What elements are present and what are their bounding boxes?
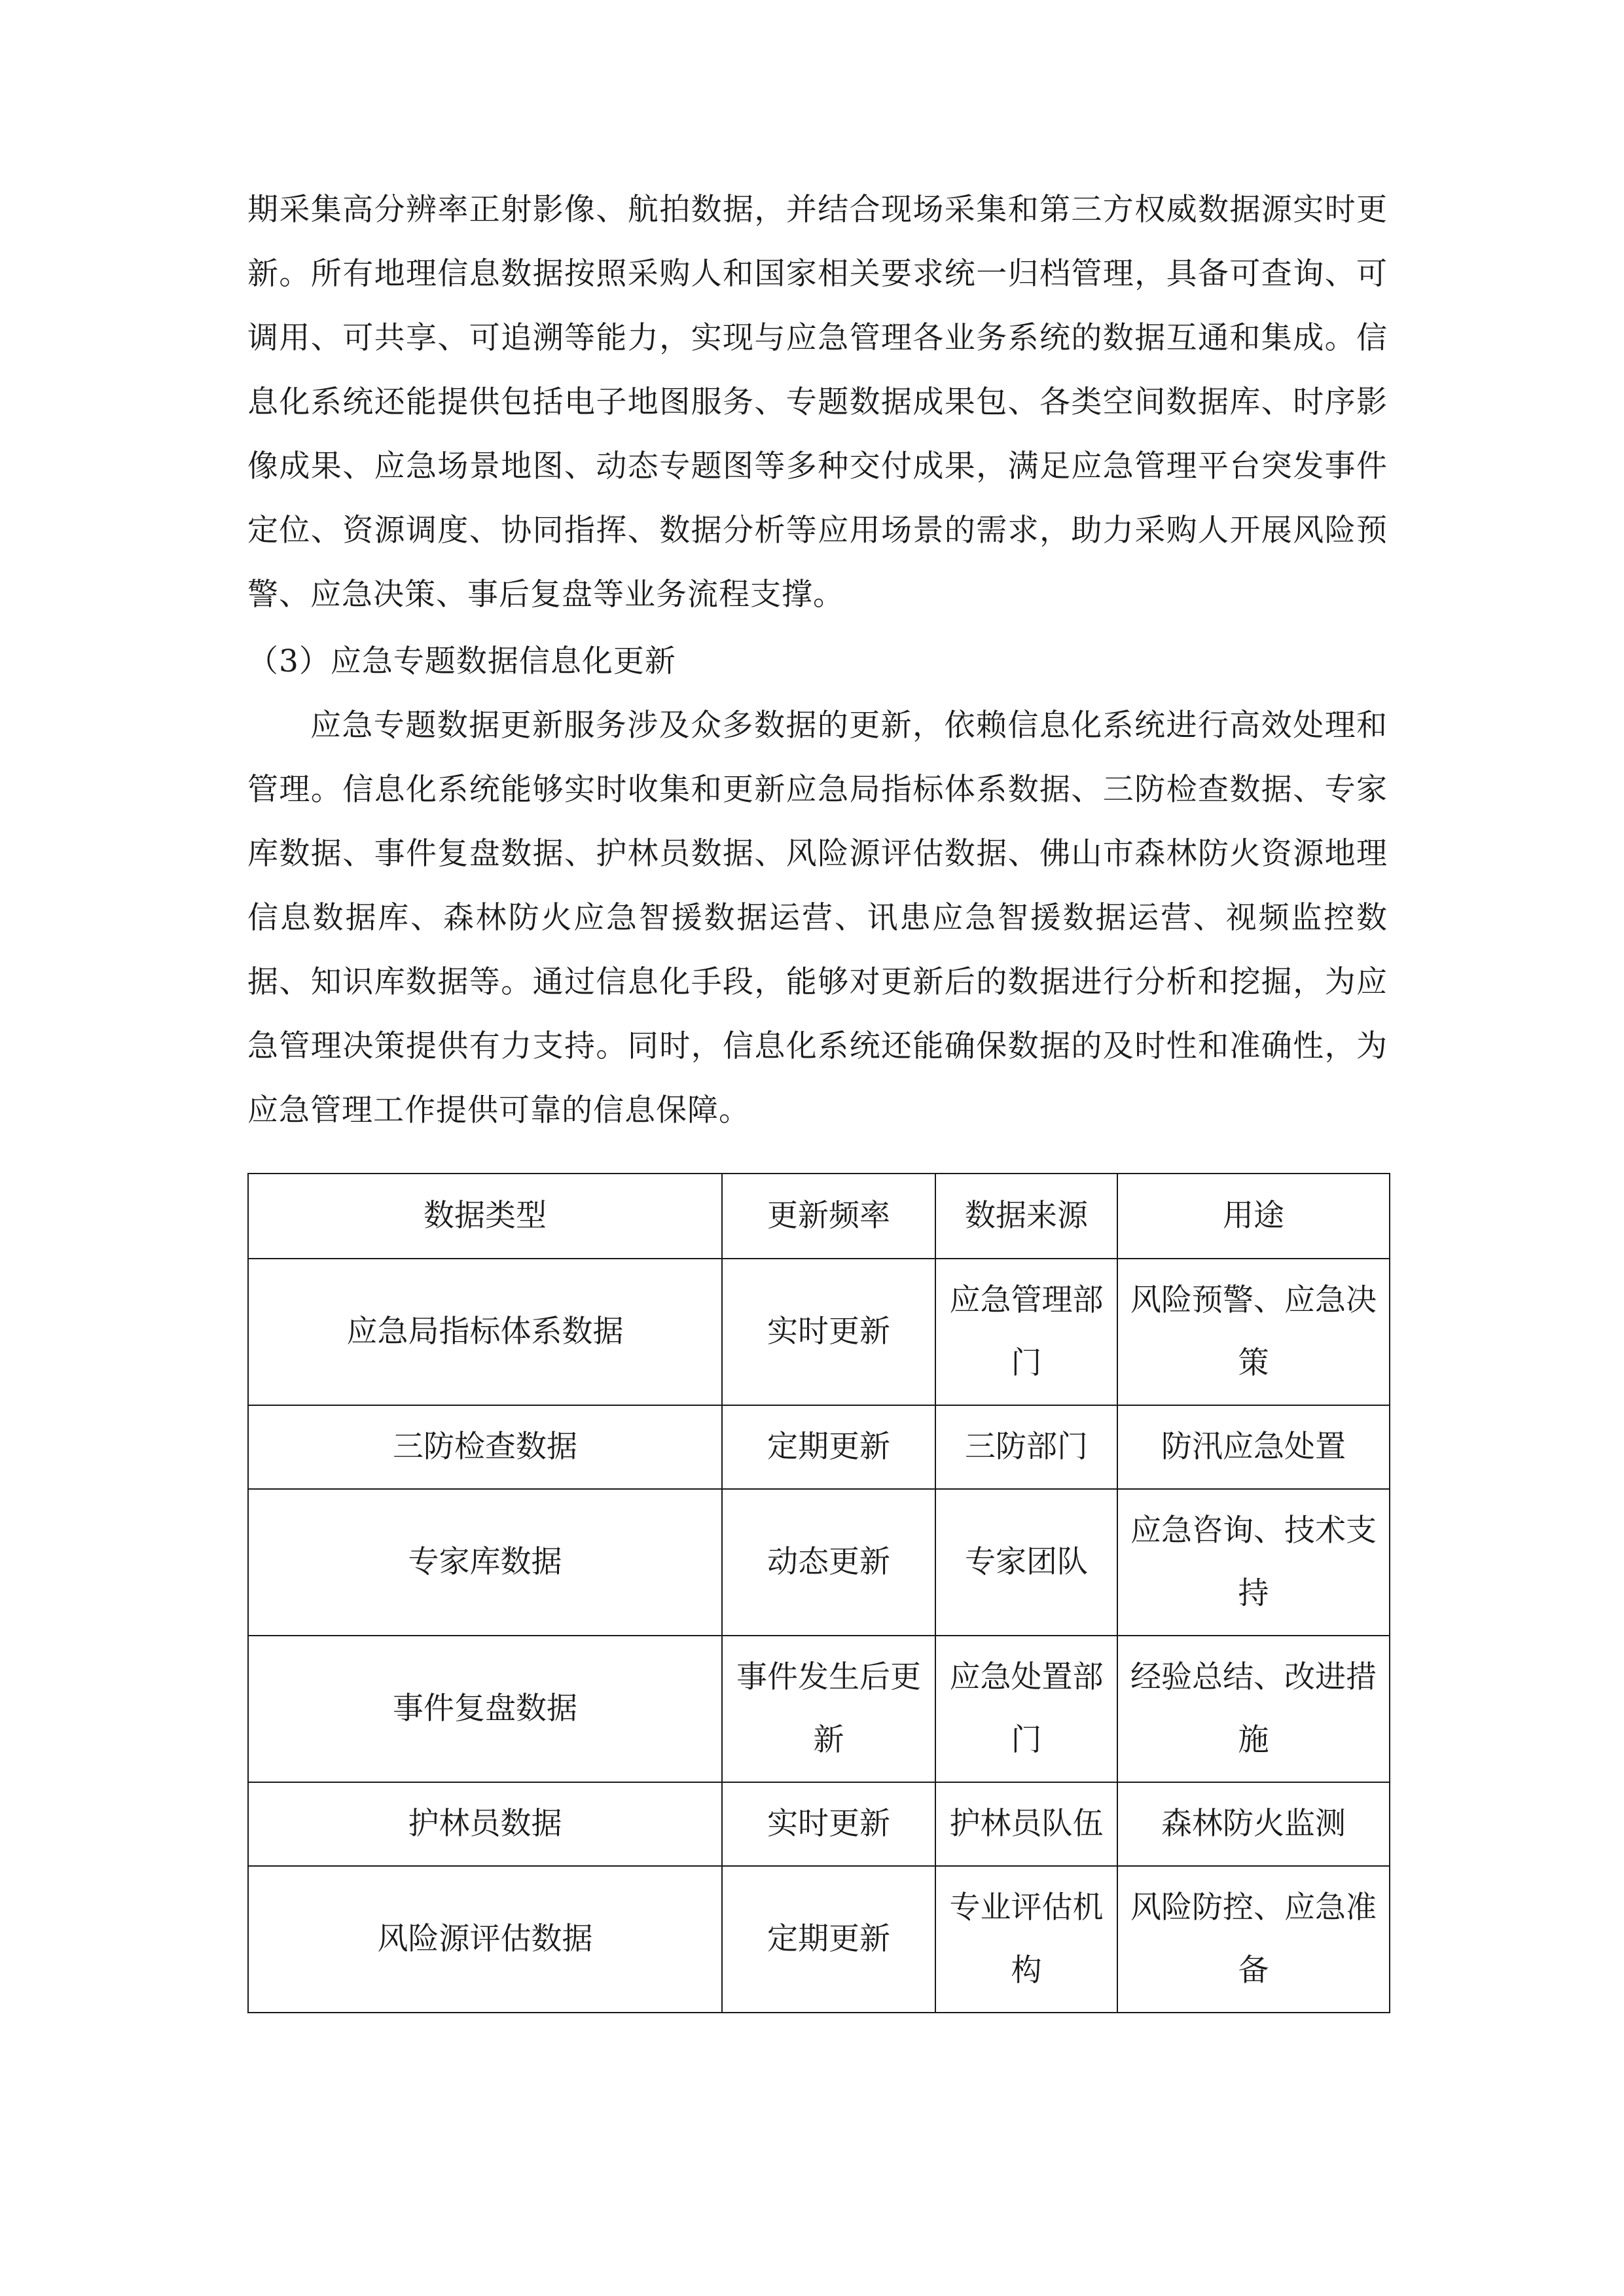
cell-usage: 防汛应急处置 (1117, 1405, 1390, 1489)
header-data-type: 数据类型 (248, 1174, 722, 1259)
table-row (248, 1866, 1390, 2013)
cell-usage: 风险防控、应急准备 (1117, 1866, 1390, 2013)
cell-data-type: 专家库数据 (248, 1489, 722, 1636)
cell-update-frequency: 定期更新 (722, 1405, 935, 1489)
cell-usage: 风险预警、应急决策 (1117, 1259, 1390, 1405)
cell-data-source: 专业评估机构 (935, 1866, 1117, 2013)
table-header-row (248, 1174, 1390, 1259)
cell-data-type: 应急局指标体系数据 (248, 1259, 722, 1405)
cell-data-type: 事件复盘数据 (248, 1636, 722, 1782)
header-usage: 用途 (1117, 1174, 1390, 1259)
header-data-source: 数据来源 (935, 1174, 1117, 1259)
paragraph-emergency-data: 应急专题数据更新服务涉及众多数据的更新，依赖信息化系统进行高效处理和管理。信息化系统能够实时收集和更新应急局指标体系数据、三防检查数据、专家库数据、事件复盘数据、护林员数据、风险源评估数据、佛山市森林防火资源地理信息数据库、森林防火应急智援数据运营、讯患应急智援数据运营、视频监控数据、知识库数据等。通过信息化手段，能够对更新后的数据进行分析和挖掘，为应急管理决策提供有力支持。同时，信息化系统还能确保数据的及时性和准确性，为应急管理工作提供可靠的信息保障。 (247, 708, 1388, 1128)
table-row (248, 1405, 1390, 1489)
cell-data-source: 护林员队伍 (935, 1782, 1117, 1866)
cell-data-type: 护林员数据 (248, 1782, 722, 1866)
cell-data-source: 专家团队 (935, 1489, 1117, 1636)
cell-update-frequency: 实时更新 (722, 1782, 935, 1866)
section-heading: （3）应急专题数据信息化更新 (247, 643, 676, 679)
table-row (248, 1259, 1390, 1405)
header-update-frequency: 更新频率 (722, 1174, 935, 1259)
data-update-table (247, 1173, 1390, 2013)
cell-update-frequency: 事件发生后更新 (722, 1636, 935, 1782)
cell-data-source: 应急处置部门 (935, 1636, 1117, 1782)
cell-data-source: 应急管理部门 (935, 1259, 1117, 1405)
cell-update-frequency: 实时更新 (722, 1259, 935, 1405)
document-body (247, 178, 1388, 1143)
cell-usage: 应急咨询、技术支持 (1117, 1489, 1390, 1636)
cell-usage: 森林防火监测 (1117, 1782, 1390, 1866)
table-row (248, 1489, 1390, 1636)
table-row (248, 1782, 1390, 1866)
cell-usage: 经验总结、改进措施 (1117, 1636, 1390, 1782)
cell-data-type: 三防检查数据 (248, 1405, 722, 1489)
cell-data-type: 风险源评估数据 (248, 1866, 722, 2013)
table-row (248, 1636, 1390, 1782)
cell-update-frequency: 定期更新 (722, 1866, 935, 2013)
paragraph-geo-data: 期采集高分辨率正射影像、航拍数据，并结合现场采集和第三方权威数据源实时更新。所有地理信息数据按照采购人和国家相关要求统一归档管理，具备可查询、可调用、可共享、可追溯等能力，实现与应急管理各业务系统的数据互通和集成。信息化系统还能提供包括电子地图服务、专题数据成果包、各类空间数据库、时序影像成果、应急场景地图、动态专题图等多种交付成果，满足应急管理平台突发事件定位、资源调度、协同指挥、数据分析等应用场景的需求，助力采购人开展风险预警、应急决策、事后复盘等业务流程支撑。 (247, 192, 1388, 613)
cell-data-source: 三防部门 (935, 1405, 1117, 1489)
cell-update-frequency: 动态更新 (722, 1489, 935, 1636)
